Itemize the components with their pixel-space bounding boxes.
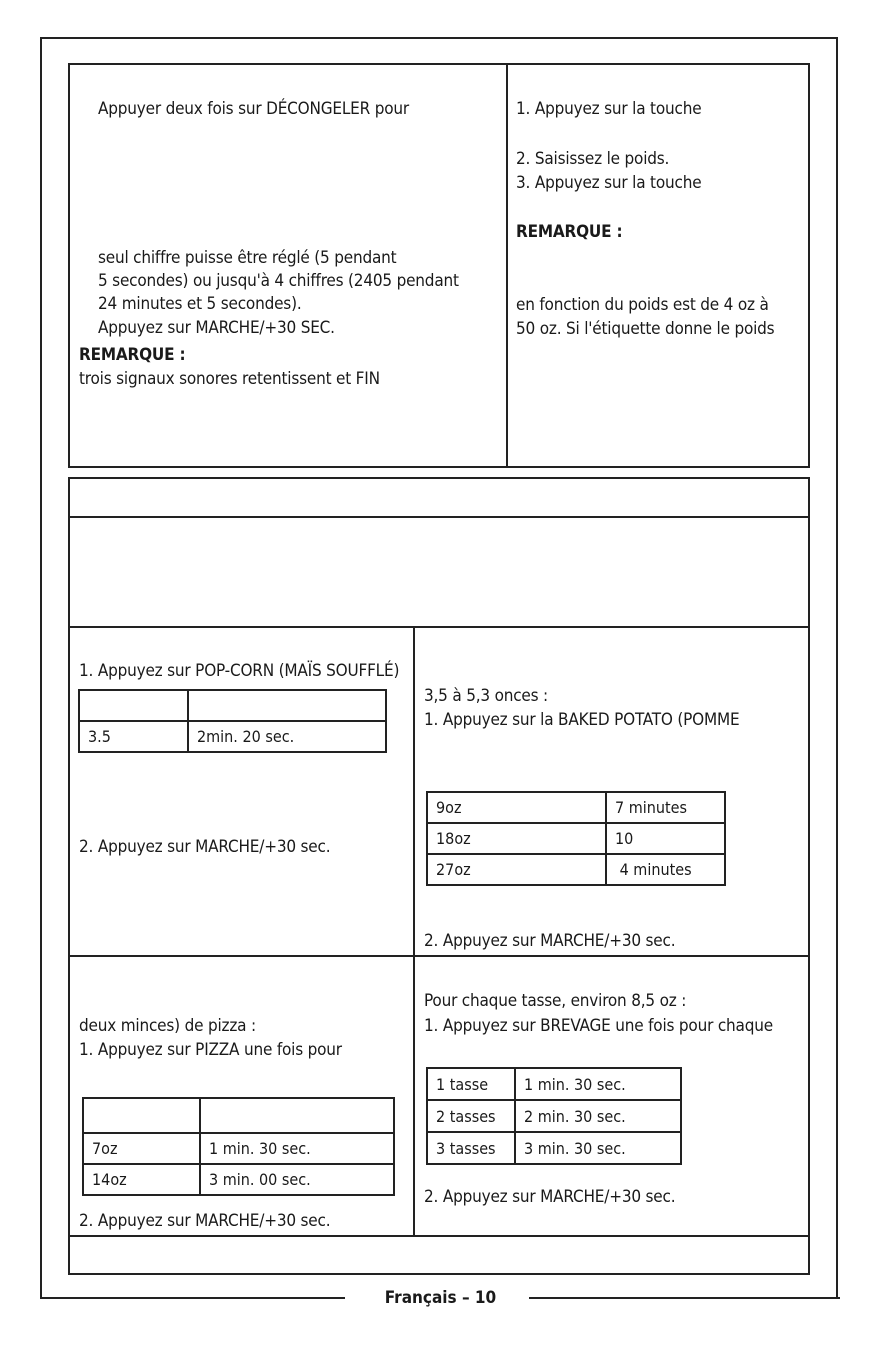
pizza-text-1: deux minces) de pizza : bbox=[79, 1016, 256, 1036]
table-cell: 2 min. 30 sec. bbox=[515, 1100, 681, 1132]
table-row bbox=[427, 792, 725, 823]
section-divider-vertical bbox=[413, 626, 415, 1236]
table-row bbox=[427, 1068, 681, 1100]
defrost-text-6: trois signaux sonores retentissent et FIN bbox=[79, 369, 380, 389]
popcorn-step-1: 1. Appuyez sur POP-CORN (MAÏS SOUFFLÉ) bbox=[79, 661, 400, 681]
potato-range: 3,5 à 5,3 onces : bbox=[424, 686, 549, 706]
table-cell: 9oz bbox=[427, 792, 606, 823]
defrost-text-5: Appuyez sur MARCHE/+30 SEC. bbox=[98, 318, 335, 338]
weight-step-3: 3. Appuyez sur la touche bbox=[516, 173, 702, 193]
table-cell bbox=[188, 690, 386, 721]
defrost-text-3: 5 secondes) ou jusqu'à 4 chiffres (2405 pendant bbox=[98, 271, 459, 291]
table-cell bbox=[79, 690, 188, 721]
defrost-remark-label: REMARQUE : bbox=[79, 345, 186, 365]
table-row bbox=[427, 1100, 681, 1132]
table-cell: 14oz bbox=[83, 1164, 200, 1195]
weight-step-1: 1. Appuyez sur la touche bbox=[516, 99, 702, 119]
potato-step-2: 2. Appuyez sur MARCHE/+30 sec. bbox=[424, 931, 676, 951]
table-cell: 1 min. 30 sec. bbox=[515, 1068, 681, 1100]
popcorn-step-2: 2. Appuyez sur MARCHE/+30 sec. bbox=[79, 837, 331, 857]
table-cell bbox=[83, 1098, 200, 1133]
table-cell: 3.5 bbox=[79, 721, 188, 752]
top-divider bbox=[506, 63, 508, 468]
table-cell: 18oz bbox=[427, 823, 606, 854]
weight-remark-2: 50 oz. Si l'étiquette donne le poids bbox=[516, 319, 775, 339]
table-cell: 1 min. 30 sec. bbox=[200, 1133, 394, 1164]
defrost-text-2: seul chiffre puisse être réglé (5 pendant bbox=[98, 248, 397, 268]
table-row bbox=[427, 1132, 681, 1164]
table-row bbox=[427, 854, 725, 885]
pizza-step-1: 1. Appuyez sur PIZZA une fois pour bbox=[79, 1040, 342, 1060]
table-cell: 3 min. 30 sec. bbox=[515, 1132, 681, 1164]
defrost-text-1: Appuyer deux fois sur DÉCONGELER pour bbox=[98, 99, 409, 119]
beverage-text-1: Pour chaque tasse, environ 8,5 oz : bbox=[424, 991, 687, 1011]
table-cell: 7oz bbox=[83, 1133, 200, 1164]
section-intro-rule bbox=[68, 626, 810, 628]
table-row bbox=[427, 823, 725, 854]
section-footer-rule bbox=[68, 1235, 810, 1237]
table-cell: 2min. 20 sec. bbox=[188, 721, 386, 752]
section-divider-middle bbox=[68, 955, 810, 957]
table-cell: 3 min. 00 sec. bbox=[200, 1164, 394, 1195]
pizza-step-2: 2. Appuyez sur MARCHE/+30 sec. bbox=[79, 1211, 331, 1231]
table-cell: 2 tasses bbox=[427, 1100, 515, 1132]
table-cell: 4 minutes bbox=[606, 854, 725, 885]
table-row bbox=[83, 1133, 394, 1164]
table-cell: 3 tasses bbox=[427, 1132, 515, 1164]
page-number: Français – 10 bbox=[384, 1288, 497, 1308]
potato-table bbox=[426, 791, 726, 886]
table-cell: 1 tasse bbox=[427, 1068, 515, 1100]
table-cell: 7 minutes bbox=[606, 792, 725, 823]
weight-step-2: 2. Saisissez le poids. bbox=[516, 149, 670, 169]
beverage-step-1: 1. Appuyez sur BREVAGE une fois pour chaque bbox=[424, 1016, 773, 1036]
beverage-step-2: 2. Appuyez sur MARCHE/+30 sec. bbox=[424, 1187, 676, 1207]
table-row bbox=[79, 690, 386, 721]
weight-remark-label: REMARQUE : bbox=[516, 222, 623, 242]
beverage-table bbox=[426, 1067, 682, 1165]
table-cell: 10 bbox=[606, 823, 725, 854]
popcorn-table bbox=[78, 689, 387, 753]
weight-remark-1: en fonction du poids est de 4 oz à bbox=[516, 295, 769, 315]
potato-step-1: 1. Appuyez sur la BAKED POTATO (POMME bbox=[424, 710, 740, 730]
section-header-rule bbox=[68, 516, 810, 518]
table-cell bbox=[200, 1098, 394, 1133]
pizza-table bbox=[82, 1097, 395, 1196]
defrost-text-4: 24 minutes et 5 secondes). bbox=[98, 294, 302, 314]
table-row bbox=[83, 1098, 394, 1133]
table-row bbox=[79, 721, 386, 752]
table-cell: 27oz bbox=[427, 854, 606, 885]
table-row bbox=[83, 1164, 394, 1195]
